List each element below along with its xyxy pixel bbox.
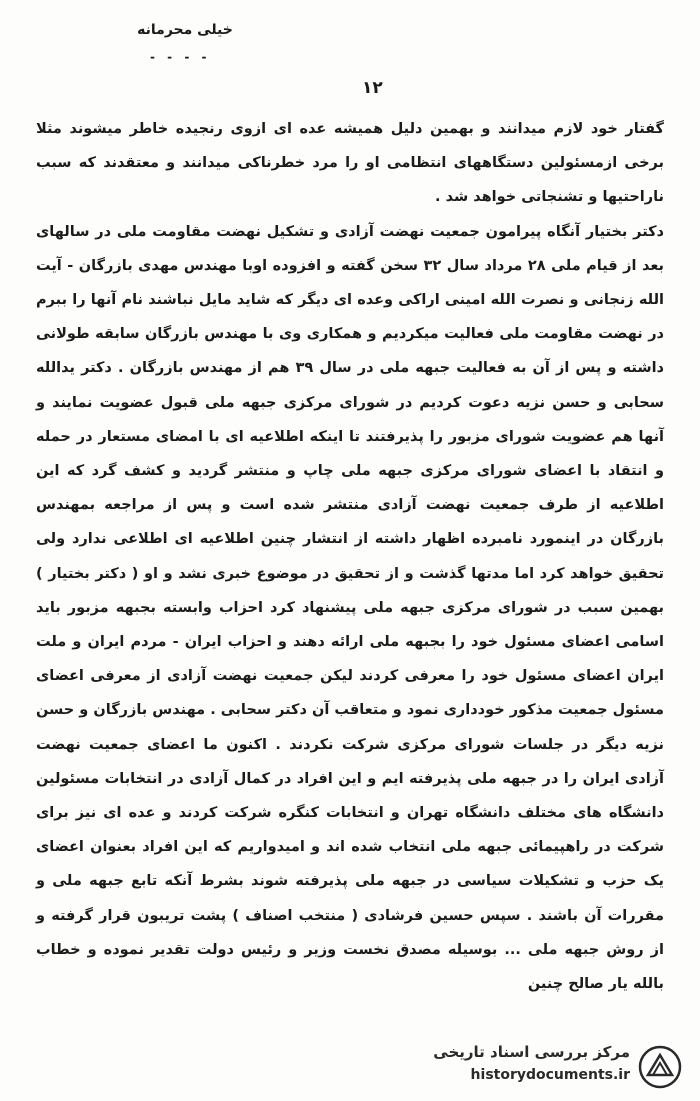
page-number: ١٢ — [362, 78, 383, 98]
paragraph-1: گفتار خود لازم میدانند و بهمین دلیل همیشه عده ای ازوی رنجیده خاطر میشوند مثلا برخی ازمسئولین دستگاههای انتظامی او را مرد خطرناکی میدانند و معتقدند که سبب ناراحتیها و تشنجاتی خواهد شد . — [36, 121, 664, 206]
archive-seal-icon — [638, 1045, 682, 1089]
watermark-url: historydocuments.ir — [470, 1067, 630, 1083]
paragraph-2: دکتر بختیار آنگاه پیرامون جمعیت نهضت آزادی و تشکیل نهضت مقاومت ملی در سالهای بعد از قیام ملی ۲۸ مرداد سال ۳۲ سخن گفته و افزوده اوبا مهندس مهدی بازرگان - آیت الله زنجانی و نصرت الله امینی اراکی وعده ای دیگر که شاید مایل نباشند نام آنها را ببرم در نهضت مقاومت ملی فعالیت میکردیم و همکاری وی با مهندس بازرگان سابقه طولانی داشته و پس از آن به فعالیت جبهه ملی در سال ۳۹ هم از مهندس بازرگان . دکتر یدالله سحابی و حسن نزیه دعوت کردیم در شورای مرکزی جبهه ملی قبول عضویت نمایند و آنها هم عضویت شورای مزبور را پذیرفتند تا اینکه اطلاعیه ای با امضای مستعار در حمله و انتقاد با اعضای شورای مرکزی جبهه ملی چاپ و منتشر گردید و کشف گرد که این اطلاعیه از طرف جمعیت نهضت آزادی منتشر شده است و پس از مراجعه بمهندس بازرگان در اینمورد نامبرده اظهار داشته از انتشار چنین اطلاعیه ای اطلاعی ندارد ولی تحقیق خواهد کرد اما مدتها گذشت و از تحقیق در موضوع خبری نشد و او ( دکتر بختیار ) بهمین سبب در شورای مرکزی جبهه ملی پیشنهاد کرد احزاب وابسته بجبهه مزبور باید اسامی اعضای مسئول خود را بجبهه ملی ارائه دهند و احزاب ایران - مردم ایران و ملت ایران اعضای مسئول خود را معرفی کردند لیکن جمعیت نهضت آزادی از معرفی اعضای مسئول جمعیت مذکور خودداری نمود و متعاقب آن دکتر سحابی . مهندس بازرگان و حسن نزیه دیگر در جلسات شورای مرکزی شرکت نکردند . اکنون ما اعضای جمعیت نهضت آزادی ایران را در جبهه ملی پذیرفته ایم و این افراد در کمال آزادی در انتخابات مسئولین دانشگاه های مختلف دانشگاه تهران و انتخابات کنگره شرکت کردند و عده ای نیز برای شرکت در راهپیمائی جبهه ملی انتخاب شده اند و امیدواریم که این افراد بعنوان اعضای یک حزب و تشکیلات سیاسی در جبهه ملی پذیرفته شوند بشرط آنکه تابع جبهه ملی و مقررات آن باشند . سپس حسین فرشادی ( منتخب اصناف ) پشت تریبون قرار گرفته و از روش جبهه ملی ... بوسیله مصدق نخست وزیر و رئیس دولت تقدیر نموده و خطاب بالله یار صالح چنین — [36, 223, 665, 993]
classification-label: خیلی محرمانه — [137, 22, 233, 38]
document-body — [36, 112, 664, 1001]
classification-underline: - - - - — [150, 50, 211, 64]
watermark-name: مرکز بررسی اسناد تاریخی — [433, 1043, 630, 1061]
watermark — [416, 1039, 686, 1095]
